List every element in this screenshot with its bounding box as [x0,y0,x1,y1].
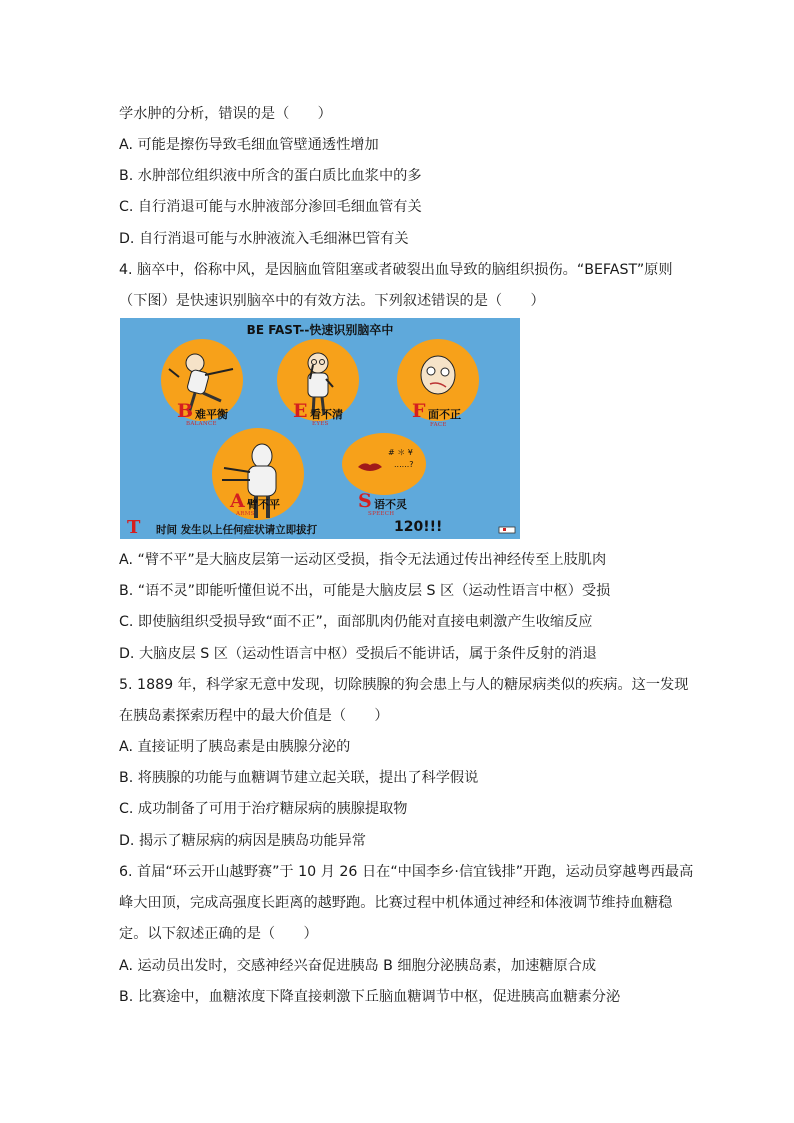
q5-option-d: D. 揭示了糖尿病的病因是胰岛功能异常 [119,833,366,849]
q4-option-c: C. 即使脑组织受损导致“面不正”，面部肌肉仍能对直接电刺激产生收缩反应 [119,614,593,630]
q3-option-a: A. 可能是擦伤导致毛细血管壁通透性增加 [119,137,379,153]
arms-label: 臂不平 [247,498,280,511]
question-4-stem-line1: 4. 脑卒中，俗称中风，是因脑血管阻塞或者破裂出血导致的脑组织损伤。“BEFAST”原则 [119,262,673,278]
letter-b: B [177,400,194,422]
letter-e: E [293,400,308,422]
eyes-en-label: EYES [312,421,329,427]
q5-option-a: A. 直接证明了胰岛素是由胰腺分泌的 [119,739,351,755]
eyes-label: 看不清 [310,408,343,421]
q4-option-d: D. 大脑皮层 S 区（运动性语言中枢）受损后不能讲话，属于条件反射的消退 [119,646,597,662]
face-label: 面不正 [428,408,461,421]
question-6-stem-line2: 峰大田顶，完成高强度长距离的越野跑。比赛过程中机体通过神经和体液调节维持血糖稳 [119,895,673,911]
q5-option-c: C. 成功制备了可用于治疗糖尿病的胰腺提取物 [119,801,408,817]
q4-option-a: A. “臂不平”是大脑皮层第一运动区受损，指令无法通过传出神经传至上肢肌肉 [119,552,607,568]
q4-option-b: B. “语不灵”即能听懂但说不出，可能是大脑皮层 S 区（运动性语言中枢）受损 [119,583,611,599]
q3-option-d: D. 自行消退可能与水肿液流入毛细淋巴管有关 [119,231,409,247]
balance-en-label: BALANCE [186,421,217,427]
letter-a: A [230,490,245,512]
q6-option-a: A. 运动员出发时，交感神经兴奋促进胰岛 B 细胞分泌胰岛素，加速糖原合成 [119,958,597,974]
question-6-stem-line3: 定。以下叙述正确的是（ ） [119,926,318,942]
befast-figure [120,318,520,539]
question-6-stem-line1: 6. 首届“环云开山越野赛”于 10 月 26 日在“中国李乡·信宜钱排”开跑，运动员穿越粤西最高 [119,864,694,880]
speech-glyphs: # ＊ ¥ [388,448,413,457]
arms-en-label: ARMS [236,511,255,517]
question-5-stem-line2: 在胰岛素探索历程中的最大价值是（ ） [119,708,389,724]
figure-title: BE FAST--快速识别脑卒中 [246,323,394,337]
time-bar [120,517,520,539]
letter-t: T [127,517,141,538]
face-en-label: FACE [430,422,447,428]
emergency-number: 120!!! [394,519,443,535]
q3-option-b: B. 水肿部位组织液中所含的蛋白质比血浆中的多 [119,168,422,184]
letter-f: F [412,400,426,422]
question-4-stem-line2: （下图）是快速识别脑卒中的有效方法。下列叙述错误的是（ ） [119,293,545,309]
q6-option-b: B. 比赛途中，血糖浓度下降直接刺激下丘脑血糖调节中枢，促进胰高血糖素分泌 [119,989,621,1005]
balance-label: 难平衡 [195,408,228,421]
q5-option-b: B. 将胰腺的功能与血糖调节建立起关联，提出了科学假说 [119,770,479,786]
q3-option-c: C. 自行消退可能与水肿液部分渗回毛细血管有关 [119,199,422,215]
ambulance-icon [498,525,518,535]
time-text: 时间 发生以上任何症状请立即拔打 [156,524,318,536]
speech-label: 语不灵 [374,498,407,511]
speech-circle [342,433,426,495]
letter-s: S [358,490,372,512]
speech-en-label: SPEECH [368,511,395,517]
question-5-stem-line1: 5. 1889 年，科学家无意中发现，切除胰腺的狗会患上与人的糖尿病类似的疾病。这一发现 [119,677,689,693]
speech-dots: ......? [394,460,414,469]
question-3-stem-tail: 学水肿的分析，错误的是（ ） [119,106,332,122]
